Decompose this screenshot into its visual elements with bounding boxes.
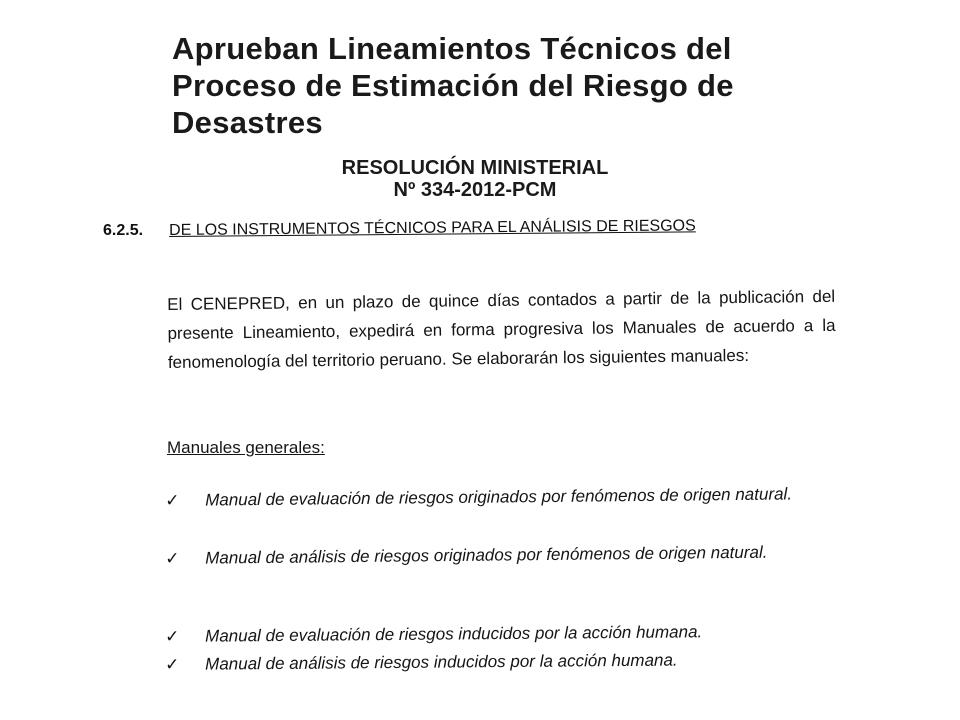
list-item-text: Manual de evaluación de riesgos originados por fenómenos de origen natural.	[205, 484, 793, 510]
resolution-number: Nº 334-2012-PCM	[393, 179, 557, 201]
resolution-header	[300, 157, 650, 201]
checkmark-icon: ✓	[165, 548, 180, 568]
title-line-1: Aprueban Lineamientos Técnicos del	[172, 31, 732, 66]
list-item	[165, 479, 845, 515]
title-line-2: Proceso de Estimación del Riesgo de	[172, 68, 734, 103]
list-item-text: Manual de análisis de riesgos originados por fenómenos de origen natural.	[205, 542, 768, 568]
list-item-text: Manual de análisis de riesgos inducidos por la acción humana.	[205, 650, 678, 674]
checkmark-icon: ✓	[165, 490, 180, 510]
section-number: 6.2.5.	[103, 222, 144, 239]
list-item	[165, 537, 845, 573]
body-paragraph: El CENEPRED, en un plazo de quince días contados a partir de la publicación del presente Lineamiento, expedirá en forma progresiva los Manuales de acuerdo a la fenomenología del territorio peruano. Se elaborarán los siguientes manuales:	[167, 286, 836, 372]
list-item-text: Manual de evaluación de riesgos inducidos por la acción humana.	[205, 622, 703, 646]
checkmark-icon: ✓	[165, 626, 180, 646]
list-subheading: Manuales generales:	[167, 438, 325, 457]
title-line-3: Desastres	[172, 105, 323, 140]
section-heading: DE LOS INSTRUMENTOS TÉCNICOS PARA EL ANÁLISIS DE RIESGOS	[169, 217, 696, 239]
document-title	[172, 30, 872, 141]
resolution-type: RESOLUCIÓN MINISTERIAL	[341, 157, 609, 179]
list-item	[165, 644, 845, 679]
checkmark-icon: ✓	[165, 654, 180, 674]
